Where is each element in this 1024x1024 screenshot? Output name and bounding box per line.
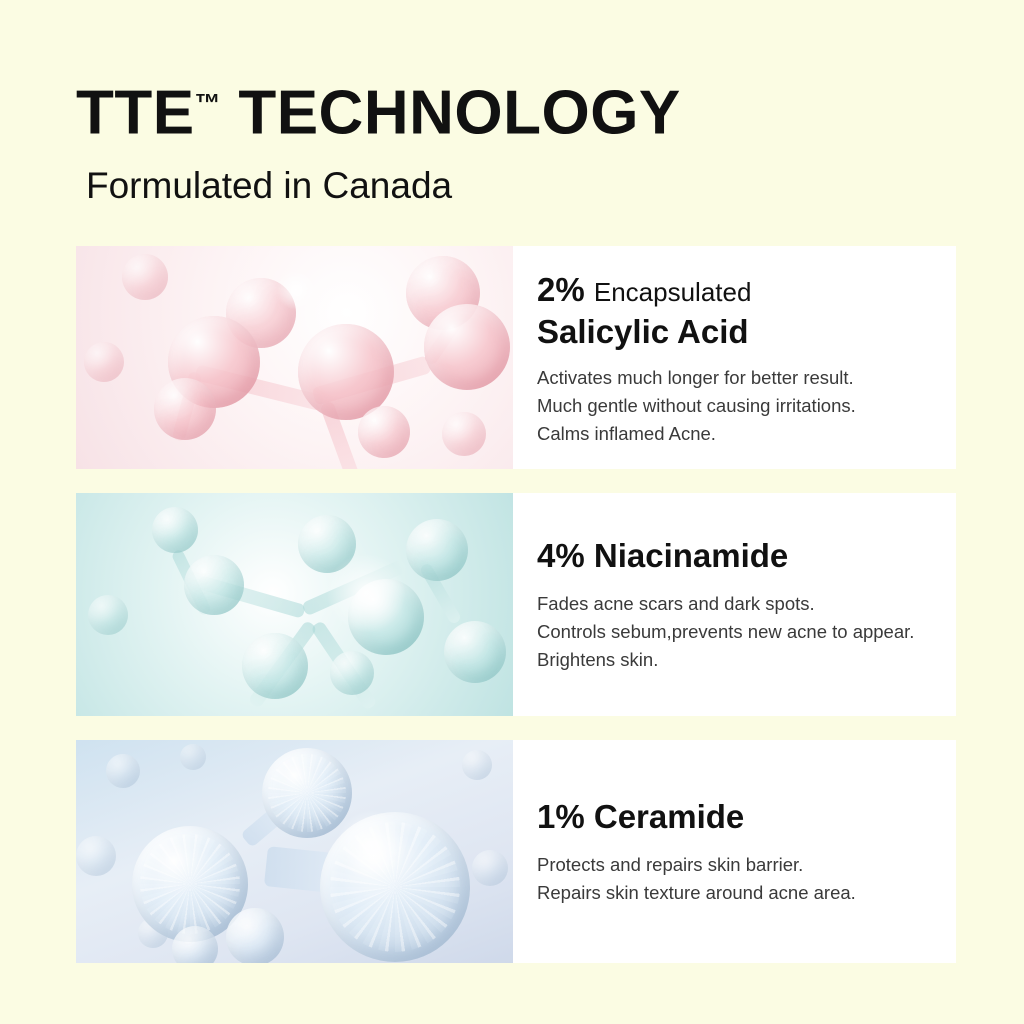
ingredient-card-body [513,740,956,963]
trademark-symbol: ™ [194,88,221,118]
molecule-sphere [462,750,492,780]
description-line: Brightens skin. [537,648,659,670]
highlight-glow [276,270,316,310]
ingredient-name: Salicylic Acid [537,312,749,350]
description-line: Protects and repairs skin barrier. [537,853,804,875]
ingredient-heading-line1 [537,270,938,312]
ingredient-card [76,740,956,963]
molecule-sphere [424,304,510,390]
molecule-image-teal [76,493,513,716]
page-title [76,68,956,149]
ingredient-card [76,493,956,716]
highlight-glow [326,553,406,633]
molecule-sphere [226,908,284,963]
molecule-sphere [122,254,168,300]
molecule-sphere [442,412,486,456]
ingredient-percent: 1% [537,797,585,835]
molecule-image-pink [76,246,513,469]
molecule-sphere [154,378,216,440]
molecule-sphere [84,342,124,382]
molecule-sphere [184,555,244,615]
description-line: Calms inflamed Acne. [537,422,716,444]
ingredient-description [537,590,938,674]
ingredient-name-light: Encapsulated [593,276,752,307]
page-title-main: TTE [76,78,195,148]
description-line: Activates much longer for better result. [537,366,854,388]
ingredient-card-body [513,493,956,716]
ingredient-description [537,851,938,907]
description-line: Repairs skin texture around acne area. [537,881,856,903]
ice-molecule-icon [76,740,513,963]
description-line: Fades acne scars and dark spots. [537,592,815,614]
molecule-sphere [106,754,140,788]
page-title-rest: TECHNOLOGY [220,78,681,148]
ingredient-heading-line1 [537,536,938,576]
crystal-texture [140,834,240,934]
ingredient-card-body [513,246,956,469]
molecule-image-ice [76,740,513,963]
ingredient-card-list [76,246,956,987]
ingredient-percent: 4% [537,536,585,574]
teal-molecule-icon [76,493,513,716]
molecule-sphere [406,519,468,581]
crystal-texture [268,754,346,832]
highlight-glow [336,810,406,880]
page-subtitle: Formulated in Canada [86,164,453,206]
molecule-sphere [88,595,128,635]
ingredient-heading-line1 [537,797,938,837]
molecule-sphere [358,406,410,458]
description-line: Controls sebum,prevents new acne to appear. [537,620,915,642]
ingredient-description [537,364,938,448]
ingredient-name: Niacinamide [593,536,789,574]
molecule-sphere [76,836,116,876]
molecule-sphere [152,507,198,553]
header [76,68,956,209]
ingredient-percent: 2% [537,270,585,308]
pink-molecule-icon [76,246,513,469]
molecule-sphere [444,621,506,683]
molecule-sphere [180,744,206,770]
ingredient-card [76,246,956,469]
molecule-sphere [472,850,508,886]
molecule-sphere [330,651,374,695]
molecule-sphere [242,633,308,699]
ingredient-name: Ceramide [593,797,745,835]
description-line: Much gentle without causing irritations. [537,394,856,416]
